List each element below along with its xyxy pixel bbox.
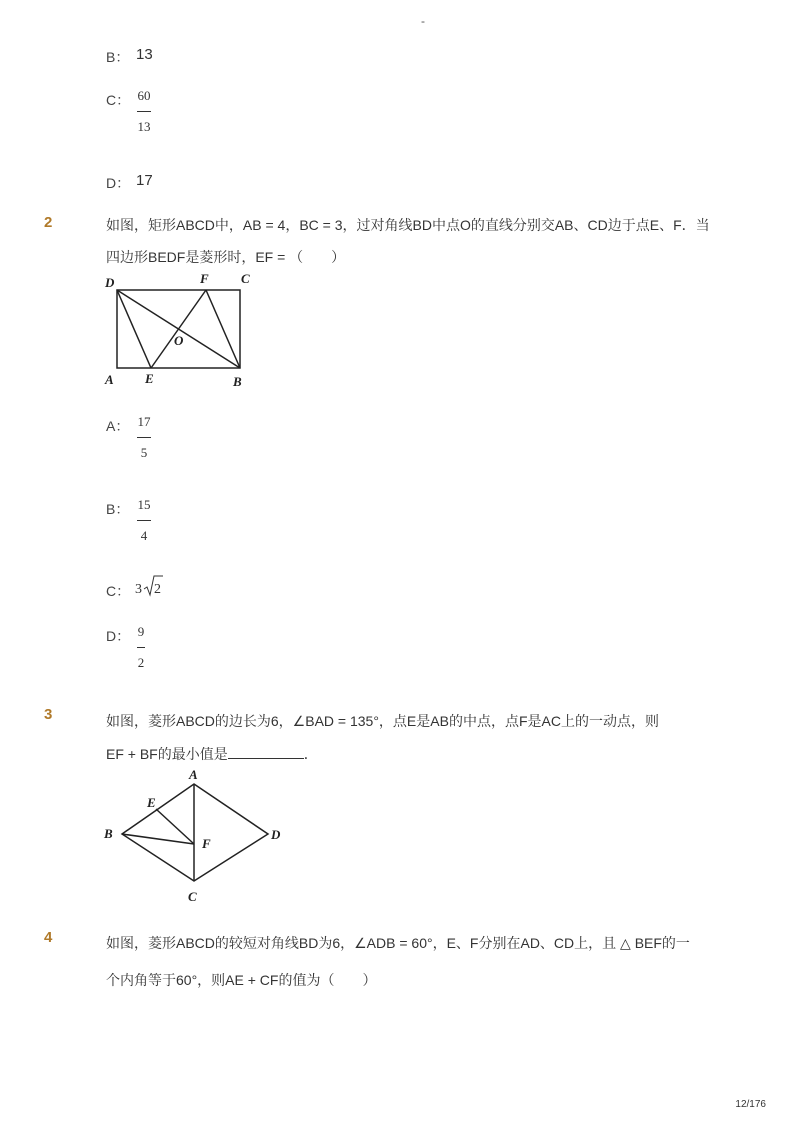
label-c: C xyxy=(241,271,250,286)
q2-option-d-label: D： xyxy=(106,628,131,644)
segment-bf xyxy=(122,834,194,844)
q2-option-c-label: C： xyxy=(106,583,131,599)
label-e: E xyxy=(147,795,156,810)
q2-line-1: 如图，矩形ABCD中，AB = 4，BC = 3，过对角线BD中点O的直线分别交AB、CD边于点E、F．当 xyxy=(106,217,710,233)
q2-number: 2 xyxy=(44,214,53,231)
q2-option-a-label: A： xyxy=(106,418,130,434)
q3-rhombus-figure xyxy=(98,764,294,906)
label-b: B xyxy=(233,374,242,389)
q2-option-c-radical xyxy=(135,574,165,598)
q1-option-c-label: C： xyxy=(106,92,131,108)
label-d: D xyxy=(105,275,115,290)
q3-line-2-text: EF + BF的最小值是 xyxy=(106,746,228,762)
segment-de xyxy=(117,290,151,368)
q2-option-b-fraction xyxy=(135,498,153,543)
label-f: F xyxy=(200,271,209,286)
fraction-bar xyxy=(137,520,151,521)
label-b: B xyxy=(104,826,113,841)
fraction-bar xyxy=(137,111,151,112)
page-number: 12/176 xyxy=(735,1099,766,1110)
fraction-denominator: 5 xyxy=(140,445,148,460)
q4-line-1: 如图，菱形ABCD的较短对角线BD为6，∠ADB = 60°，E、F分别在AD、CD上，且 △ BEF的一 xyxy=(106,935,690,951)
label-c: C xyxy=(188,889,197,904)
answer-blank[interactable] xyxy=(228,746,304,759)
q4-number: 4 xyxy=(44,929,53,946)
label-a: A xyxy=(189,767,198,782)
label-f: F xyxy=(202,836,211,851)
radical-coefficient: 3 xyxy=(135,582,142,597)
fraction-denominator: 13 xyxy=(137,119,151,134)
q3-line-1: 如图，菱形ABCD的边长为6，∠BAD = 135°，点E是AB的中点，点F是AC上的一动点，则 xyxy=(106,713,659,729)
q3-line-2-end: ． xyxy=(303,746,318,762)
header-mark: - xyxy=(421,14,425,28)
q1-option-c-fraction xyxy=(135,89,153,134)
label-d: D xyxy=(271,827,281,842)
segment-ef xyxy=(156,809,194,844)
label-e: E xyxy=(145,371,154,386)
q2-line-2: 四边形BEDF是菱形时，EF = （ ） xyxy=(106,249,346,265)
segment-ef xyxy=(151,290,206,368)
q1-option-b-label: B： xyxy=(106,49,130,65)
q1-option-d-label: D： xyxy=(106,175,131,191)
fraction-numerator: 15 xyxy=(137,497,151,512)
fraction-denominator: 2 xyxy=(137,655,145,670)
fraction-numerator: 60 xyxy=(137,88,151,103)
fraction-numerator: 9 xyxy=(137,624,145,639)
radicand: 2 xyxy=(154,582,161,597)
fraction-bar xyxy=(137,647,145,648)
q4-line-2: 个内角等于60°，则AE + CF的值为（ ） xyxy=(106,972,377,988)
q1-option-b-value: 13 xyxy=(136,46,153,63)
label-a: A xyxy=(105,372,114,387)
segment-fb xyxy=(206,290,240,368)
fraction-bar xyxy=(137,437,151,438)
q2-option-d-fraction xyxy=(132,625,150,670)
q2-option-a-fraction xyxy=(135,415,153,460)
fraction-denominator: 4 xyxy=(140,528,148,543)
label-o: O xyxy=(174,333,184,348)
q3-line-2 xyxy=(106,744,318,764)
q2-rectangle-figure xyxy=(100,268,260,392)
q3-number: 3 xyxy=(44,706,53,723)
q2-option-b-label: B： xyxy=(106,501,130,517)
rhombus-abcd xyxy=(122,784,268,881)
q1-option-d-value: 17 xyxy=(136,172,153,189)
fraction-numerator: 17 xyxy=(137,414,151,429)
